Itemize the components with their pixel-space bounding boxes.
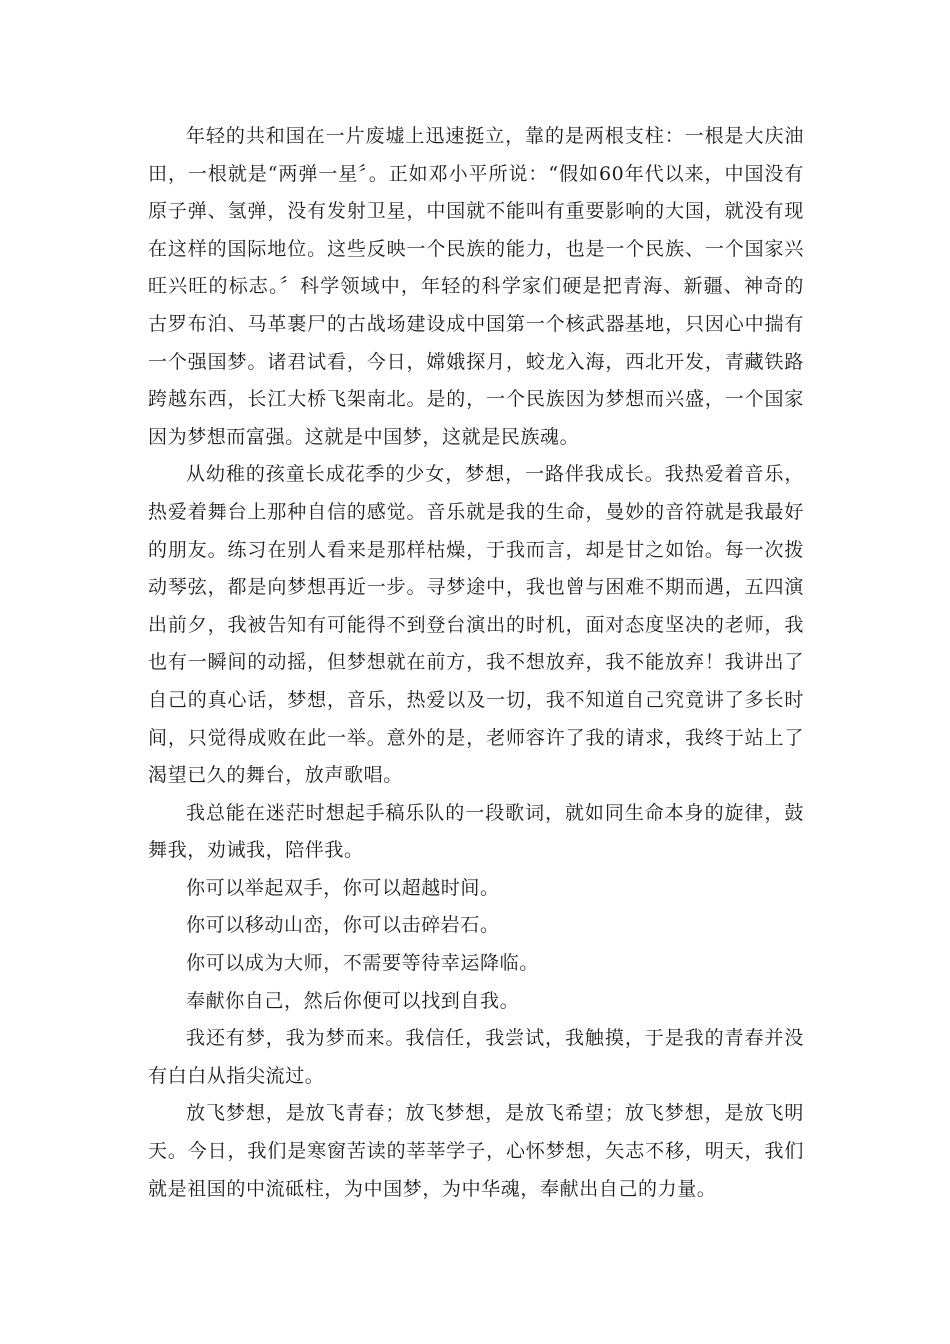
paragraph-2: 从幼稚的孩童长成花季的少女，梦想，一路伴我成长。我热爱着音乐，热爱着舞台上那种自信的感觉。音乐就是我的生命，曼妙的音符就是我最好的朋友。练习在别人看来是那样枯燥，于我而言，却是甘之如饴。每一次拨动琴弦，都是向梦想再近一步。寻梦途中，我也曾与困难不期而遇，五四演出前夕，我被告知有可能得不到登台演出的时机，面对态度坚决的老师，我也有一瞬间的动摇，但梦想就在前方，我不想放弃，我不能放弃！我讲出了自己的真心话，梦想，音乐，热爱以及一切，我不知道自己究竟讲了多长时间，只觉得成败在此一举。意外的是，老师容许了我的请求，我终于站上了渴望已久的舞台，放声歌唱。 — [148, 463, 804, 787]
paragraph-9: 放飞梦想，是放飞青春；放飞梦想，是放飞希望；放飞梦想，是放飞明天。今日，我们是寒窗苦读的莘莘学子，心怀梦想，矢志不移，明天，我们就是祖国的中流砥柱，为中国梦，为中华魂，奉献出自己的力量。 — [148, 1102, 804, 1200]
lyric-line-4: 奉献你自己，然后你便可以找到自我。 — [186, 989, 520, 1012]
paragraph-3: 我总能在迷茫时想起手稿乐队的一段歌词，就如同生命本身的旋律，鼓舞我，劝诫我，陪伴我。 — [148, 801, 804, 862]
paragraph-1: 年轻的共和国在一片废墟上迅速挺立，靠的是两根支柱：一根是大庆油田，一根就是“两弹一星〞。正如邓小平所说：“假如60年代以来，中国没有原子弹、氢弹，没有发射卫星，中国就不能叫有重要影响的大国，就没有现在这样的国际地位。这些反映一个民族的能力，也是一个民族、一个国家兴旺兴旺的标志。〞科学领域中，年轻的科学家们硬是把青海、新疆、神奇的古罗布泊、马革裹尸的古战场建设成中国第一个核武器基地，只因心中揣有一个强国梦。诸君试看，今日，嫦娥探月，蛟龙入海，西北开发，青藏铁路跨越东西，长江大桥飞架南北。是的，一个民族因为梦想而兴盛，一个国家因为梦想而富强。这就是中国梦，这就是民族魂。 — [148, 125, 804, 448]
document-body — [148, 118, 804, 1208]
lyric-line-3: 你可以成为大师，不需要等待幸运降临。 — [186, 952, 539, 975]
lyric-line-2: 你可以移动山峦，你可以击碎岩石。 — [186, 914, 500, 937]
lyric-line-1: 你可以举起双手，你可以超越时间。 — [186, 876, 500, 899]
paragraph-8: 我还有梦，我为梦而来。我信任，我尝试，我触摸，于是我的青春并没有白白从指尖流过。 — [148, 1027, 804, 1087]
